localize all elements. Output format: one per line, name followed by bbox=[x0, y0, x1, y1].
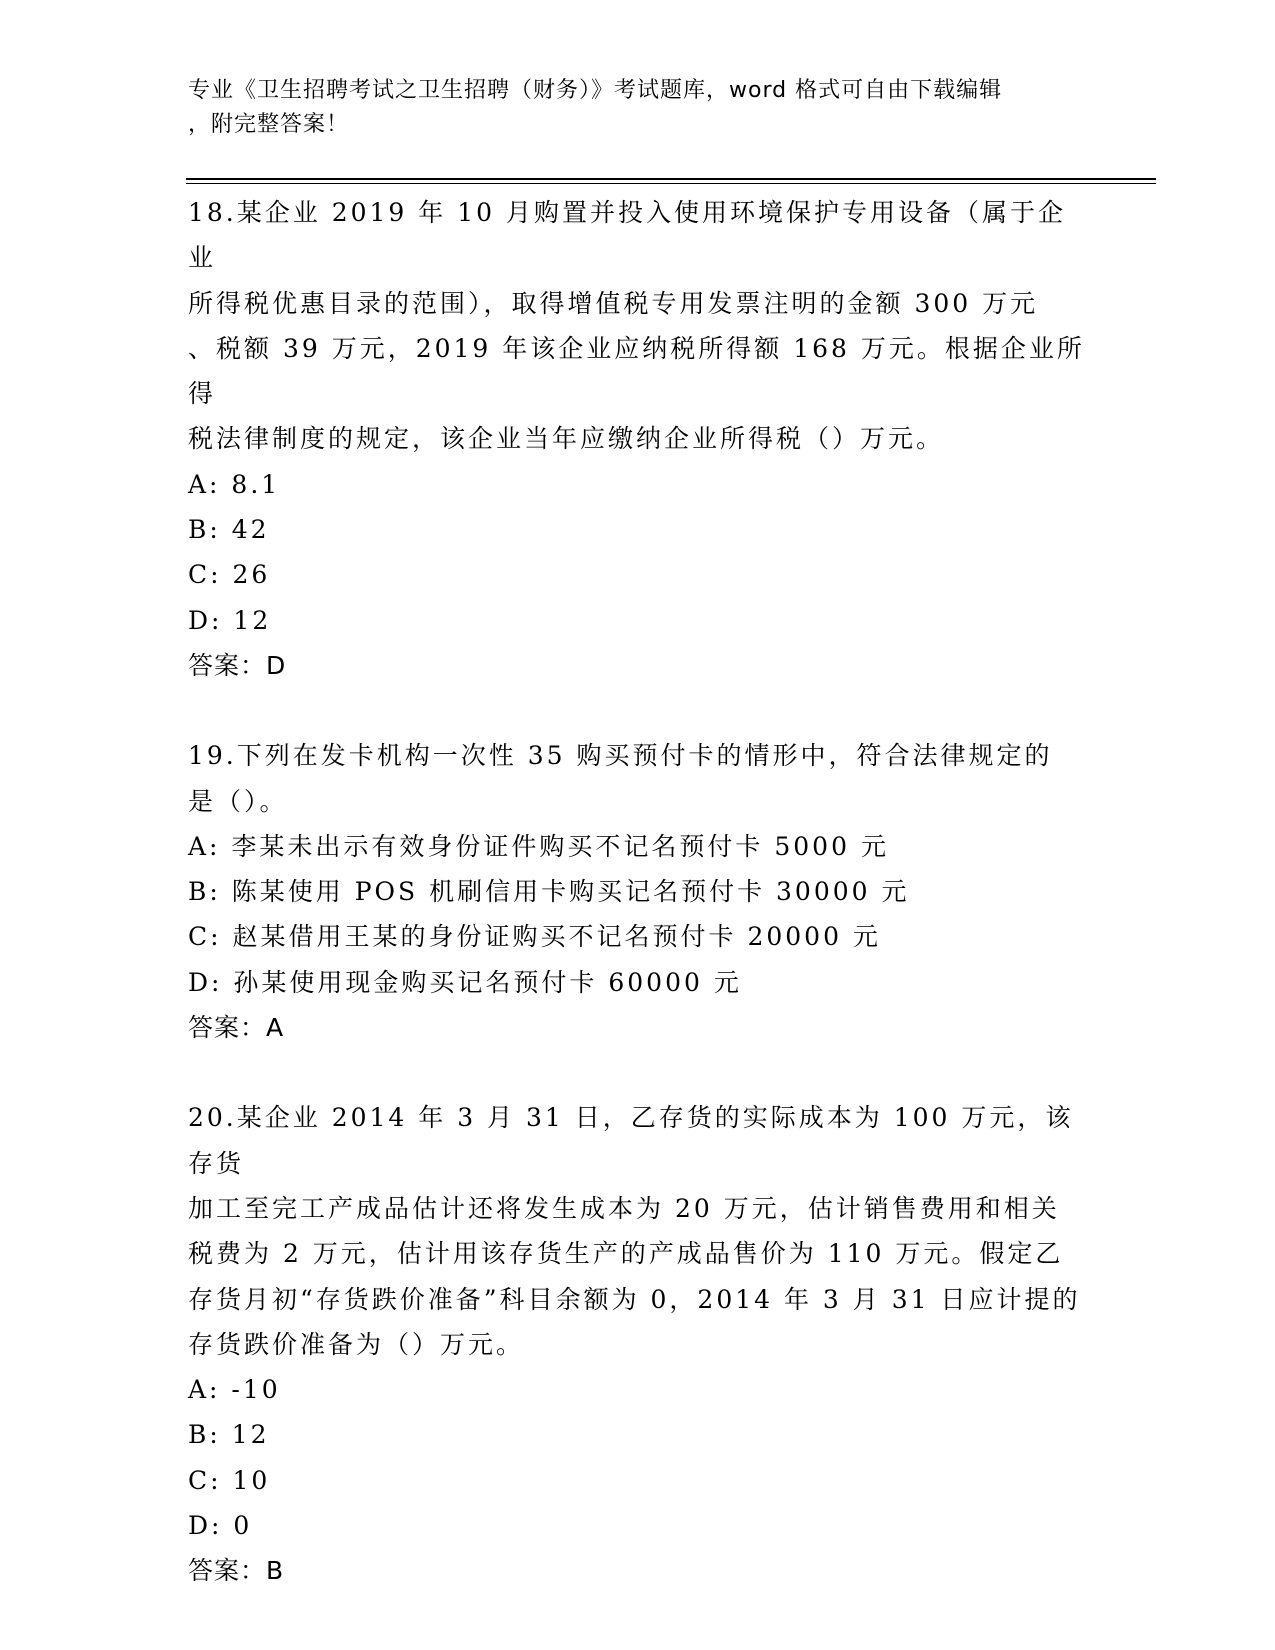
option-b: B: 42 bbox=[188, 515, 270, 545]
header-line-1: 专业《卫生招聘考试之卫生招聘（财务）》考试题库，word 格式可自由下载编辑 bbox=[188, 78, 1003, 103]
option-b: B: 12 bbox=[188, 1420, 270, 1450]
document-header bbox=[188, 74, 1068, 142]
question-20 bbox=[188, 1095, 1088, 1593]
option-d: D: 孙某使用现金购买记名预付卡 60000 元 bbox=[188, 967, 742, 997]
question-stem-line: 存货月初“存货跌价准备”科目余额为 0，2014 年 3 月 31 日应计提的 bbox=[188, 1284, 1081, 1314]
question-stem-line: 、税额 39 万元，2019 年该企业应纳税所得额 168 万元。根据企业所得 bbox=[188, 333, 1085, 409]
question-stem-line: 19.下列在发卡机构一次性 35 购买预付卡的情形中，符合法律规定的 bbox=[188, 741, 1053, 771]
option-b: B: 陈某使用 POS 机刷信用卡购买记名预付卡 30000 元 bbox=[188, 877, 910, 907]
header-line-2: ，附完整答案！ bbox=[188, 112, 350, 137]
option-a: A: -10 bbox=[188, 1375, 281, 1405]
answer-line: 答案：A bbox=[188, 1013, 285, 1043]
question-19 bbox=[188, 733, 1088, 1050]
option-a: A: 李某未出示有效身份证件购买不记名预付卡 5000 元 bbox=[188, 831, 889, 861]
header-divider-thin bbox=[186, 183, 1156, 184]
option-d: D: 12 bbox=[188, 605, 272, 635]
option-c: C: 10 bbox=[188, 1465, 271, 1495]
question-stem-line: 税法律制度的规定，该企业当年应缴纳企业所得税（）万元。 bbox=[188, 424, 945, 454]
answer-line: 答案：B bbox=[188, 1556, 285, 1586]
question-18 bbox=[188, 190, 1088, 688]
question-stem-line: 18.某企业 2019 年 10 月购置并投入使用环境保护专用设备（属于企业 bbox=[188, 198, 1066, 273]
question-stem-line: 加工至完工产成品估计还将发生成本为 20 万元，估计销售费用和相关 bbox=[188, 1193, 1060, 1223]
question-list bbox=[188, 190, 1088, 1639]
option-c: C: 26 bbox=[188, 560, 271, 590]
question-stem-line: 存货跌价准备为（）万元。 bbox=[188, 1329, 525, 1359]
question-stem-line: 税费为 2 万元，估计用该存货生产的产成品售价为 110 万元。假定乙 bbox=[188, 1239, 1064, 1269]
header-divider-thick bbox=[186, 178, 1156, 180]
option-d: D: 0 bbox=[188, 1511, 253, 1541]
answer-line: 答案：D bbox=[188, 650, 287, 680]
option-a: A: 8.1 bbox=[188, 469, 281, 499]
option-c: C: 赵某借用王某的身份证购买不记名预付卡 20000 元 bbox=[188, 922, 881, 952]
question-stem-line: 所得税优惠目录的范围），取得增值税专用发票注明的金额 300 万元 bbox=[188, 288, 1039, 318]
question-stem-line: 是（）。 bbox=[188, 786, 288, 816]
question-stem-line: 20.某企业 2014 年 3 月 31 日，乙存货的实际成本为 100 万元，该存货 bbox=[188, 1103, 1074, 1178]
